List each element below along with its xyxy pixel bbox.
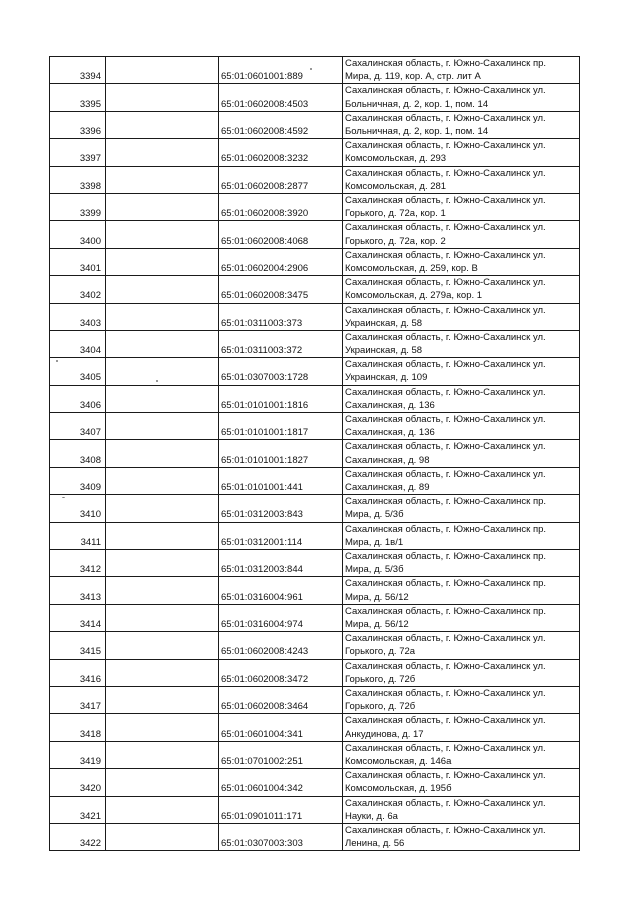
address-line: Сахалинская область, г. Южно-Сахалинск пр. xyxy=(345,605,547,617)
row-number-cell: 3405 xyxy=(50,358,106,385)
address-cell xyxy=(343,796,580,823)
row-number-cell: 3394 xyxy=(50,57,106,84)
empty-cell xyxy=(106,550,219,577)
address-cell xyxy=(343,714,580,741)
row-number-cell: 3419 xyxy=(50,741,106,768)
row-number-cell: 3401 xyxy=(50,248,106,275)
table-row xyxy=(50,139,580,166)
cadastral-number-cell: 65:01:0101001:441 xyxy=(219,467,343,494)
address-line: Сахалинская область, г. Южно-Сахалинск пр. xyxy=(345,523,547,535)
address-cell xyxy=(343,57,580,84)
row-number-cell: 3403 xyxy=(50,303,106,330)
empty-cell xyxy=(106,741,219,768)
table-row xyxy=(50,632,580,659)
empty-cell xyxy=(106,358,219,385)
address-line: Сахалинская область, г. Южно-Сахалинск пр. xyxy=(345,496,547,508)
table-row xyxy=(50,522,580,549)
address-line: Сахалинская область, г. Южно-Сахалинск ул. xyxy=(345,468,546,480)
cadastral-number-cell: 65:01:0312003:843 xyxy=(219,495,343,522)
address-line: Сахалинская область, г. Южно-Сахалинск ул. xyxy=(345,824,546,836)
address-cell xyxy=(343,385,580,412)
address-line: Мира, д. 56/12 xyxy=(345,619,409,630)
address-line: Сахалинская область, г. Южно-Сахалинск ул. xyxy=(345,167,546,179)
address-line: Сахалинская область, г. Южно-Сахалинск ул. xyxy=(345,770,546,782)
empty-cell xyxy=(106,522,219,549)
cadastral-number-cell: 65:01:0602004:2906 xyxy=(219,248,343,275)
table-row xyxy=(50,111,580,138)
address-line: Мира, д. 56/12 xyxy=(345,591,409,603)
table-row xyxy=(50,385,580,412)
address-line: Комсомольская, д. 279а, кор. 1 xyxy=(345,290,483,302)
address-cell xyxy=(343,111,580,138)
cadastral-number-cell: 65:01:0601001:889 xyxy=(219,57,343,84)
row-number-cell: 3416 xyxy=(50,659,106,686)
table-row xyxy=(50,686,580,713)
table-row xyxy=(50,823,580,850)
scan-speck xyxy=(310,68,312,70)
address-line: Сахалинская область, г. Южно-Сахалинск ул. xyxy=(345,249,546,261)
scan-speck xyxy=(56,360,58,362)
address-cell xyxy=(343,221,580,248)
address-cell xyxy=(343,741,580,768)
row-number-cell: 3421 xyxy=(50,796,106,823)
empty-cell xyxy=(106,413,219,440)
row-number-cell: 3417 xyxy=(50,686,106,713)
cadastral-number-cell: 65:01:0101001:1817 xyxy=(219,413,343,440)
empty-cell xyxy=(106,166,219,193)
row-number-cell: 3415 xyxy=(50,632,106,659)
address-line: Сахалинская область, г. Южно-Сахалинск ул. xyxy=(345,194,546,206)
row-number-cell: 3397 xyxy=(50,139,106,166)
row-number-cell: 3410 xyxy=(50,495,106,522)
cadastral-number-cell: 65:01:0312001:114 xyxy=(219,522,343,549)
address-line: Комсомольская, д. 293 xyxy=(345,153,447,165)
empty-cell xyxy=(106,303,219,330)
address-cell xyxy=(343,659,580,686)
address-cell xyxy=(343,413,580,440)
address-line: Сахалинская область, г. Южно-Сахалинск ул. xyxy=(345,331,546,343)
address-line: Украинская, д. 58 xyxy=(345,317,423,329)
address-line: Горького, д. 72б xyxy=(345,673,416,685)
cadastral-number-cell: 65:01:0101001:1827 xyxy=(219,440,343,467)
empty-cell xyxy=(106,659,219,686)
row-number-cell: 3399 xyxy=(50,193,106,220)
address-line: Сахалинская область, г. Южно-Сахалинск ул. xyxy=(345,277,546,289)
address-line: Сахалинская область, г. Южно-Сахалинск ул. xyxy=(345,441,546,453)
table-row xyxy=(50,166,580,193)
address-line: Сахалинская, д. 136 xyxy=(345,399,435,411)
cadastral-number-cell: 65:01:0316004:961 xyxy=(219,577,343,604)
row-number-cell: 3404 xyxy=(50,330,106,357)
row-number-cell: 3400 xyxy=(50,221,106,248)
address-line: Больничная, д. 2, кор. 1, пом. 14 xyxy=(345,125,489,137)
address-cell xyxy=(343,823,580,850)
row-number-cell: 3418 xyxy=(50,714,106,741)
table-row xyxy=(50,550,580,577)
address-line: Сахалинская область, г. Южно-Сахалинск ул. xyxy=(345,222,546,234)
address-cell xyxy=(343,276,580,303)
address-line: Мира, д. 5/3б xyxy=(345,509,404,521)
address-line: Сахалинская область, г. Южно-Сахалинск ул. xyxy=(345,660,546,672)
address-line: Сахалинская область, г. Южно-Сахалинск ул. xyxy=(345,742,546,754)
empty-cell xyxy=(106,111,219,138)
address-line: Сахалинская область, г. Южно-Сахалинск ул. xyxy=(345,140,546,152)
row-number-cell: 3406 xyxy=(50,385,106,412)
table-row xyxy=(50,769,580,796)
address-cell xyxy=(343,193,580,220)
empty-cell xyxy=(106,714,219,741)
empty-cell xyxy=(106,604,219,631)
address-line: Сахалинская область, г. Южно-Сахалинск ул. xyxy=(345,414,546,426)
empty-cell xyxy=(106,495,219,522)
address-line: Сахалинская область, г. Южно-Сахалинск ул. xyxy=(345,715,546,727)
address-cell xyxy=(343,248,580,275)
address-cell xyxy=(343,522,580,549)
cadastral-number-cell: 65:01:0601004:341 xyxy=(219,714,343,741)
address-line: Сахалинская область, г. Южно-Сахалинск пр. xyxy=(345,551,547,563)
table-row xyxy=(50,358,580,385)
empty-cell xyxy=(106,632,219,659)
cadastral-number-cell: 65:01:0311003:373 xyxy=(219,303,343,330)
table-row xyxy=(50,604,580,631)
address-line: Сахалинская область, г. Южно-Сахалинск ул. xyxy=(345,687,546,699)
address-line: Комсомольская, д. 195б xyxy=(345,783,452,795)
address-cell xyxy=(343,495,580,522)
address-cell xyxy=(343,440,580,467)
table-row xyxy=(50,193,580,220)
address-line: Сахалинская, д. 136 xyxy=(345,427,435,439)
address-cell xyxy=(343,577,580,604)
cadastral-number-cell: 65:01:0602008:3475 xyxy=(219,276,343,303)
row-number-cell: 3412 xyxy=(50,550,106,577)
table-row xyxy=(50,330,580,357)
empty-cell xyxy=(106,57,219,84)
address-line: Сахалинская, д. 98 xyxy=(345,454,430,466)
cadastral-number-cell: 65:01:0602008:4243 xyxy=(219,632,343,659)
cadastral-number-cell: 65:01:0316004:974 xyxy=(219,604,343,631)
address-cell xyxy=(343,769,580,796)
empty-cell xyxy=(106,686,219,713)
empty-cell xyxy=(106,248,219,275)
address-cell xyxy=(343,84,580,111)
row-number-cell: 3395 xyxy=(50,84,106,111)
register-table-body xyxy=(50,57,580,851)
cadastral-number-cell: 65:01:0101001:1816 xyxy=(219,385,343,412)
empty-cell xyxy=(106,440,219,467)
table-row xyxy=(50,659,580,686)
address-cell xyxy=(343,632,580,659)
cadastral-number-cell: 65:01:0307003:1728 xyxy=(219,358,343,385)
address-line: Сахалинская область, г. Южно-Сахалинск ул. xyxy=(345,359,546,371)
table-row xyxy=(50,796,580,823)
address-line: Украинская, д. 109 xyxy=(345,372,428,384)
address-line: Украинская, д. 58 xyxy=(345,345,423,357)
address-line: Анкудинова, д. 17 xyxy=(345,728,424,740)
empty-cell xyxy=(106,193,219,220)
row-number-cell: 3411 xyxy=(50,522,106,549)
address-line: Сахалинская область, г. Южно-Сахалинск ул. xyxy=(345,85,546,97)
row-number-cell: 3413 xyxy=(50,577,106,604)
address-line: Сахалинская область, г. Южно-Сахалинск ул. xyxy=(345,112,546,124)
empty-cell xyxy=(106,84,219,111)
table-row xyxy=(50,577,580,604)
scan-speck xyxy=(62,497,65,498)
document-page xyxy=(49,56,579,851)
address-line: Мира, д. 1в/1 xyxy=(345,536,404,548)
cadastral-number-cell: 65:01:0701002:251 xyxy=(219,741,343,768)
cadastral-number-cell: 65:01:0602008:4503 xyxy=(219,84,343,111)
cadastral-number-cell: 65:01:0602008:3920 xyxy=(219,193,343,220)
address-cell xyxy=(343,467,580,494)
table-row xyxy=(50,57,580,84)
table-row xyxy=(50,248,580,275)
address-line: Сахалинская, д. 89 xyxy=(345,482,430,494)
table-row xyxy=(50,84,580,111)
empty-cell xyxy=(106,796,219,823)
empty-cell xyxy=(106,385,219,412)
cadastral-number-cell: 65:01:0602008:3472 xyxy=(219,659,343,686)
address-cell xyxy=(343,686,580,713)
address-cell xyxy=(343,166,580,193)
empty-cell xyxy=(106,139,219,166)
address-cell xyxy=(343,604,580,631)
address-line: Сахалинская область, г. Южно-Сахалинск пр. xyxy=(345,58,547,69)
address-line: Комсомольская, д. 259, кор. В xyxy=(345,262,478,274)
address-line: Горького, д. 72а, кор. 1 xyxy=(345,208,446,220)
address-cell xyxy=(343,358,580,385)
table-row xyxy=(50,741,580,768)
row-number-cell: 3409 xyxy=(50,467,106,494)
address-line: Науки, д. 6а xyxy=(345,810,398,822)
table-row xyxy=(50,276,580,303)
address-line: Сахалинская область, г. Южно-Сахалинск ул. xyxy=(345,633,546,645)
address-line: Сахалинская область, г. Южно-Сахалинск ул. xyxy=(345,304,546,316)
row-number-cell: 3408 xyxy=(50,440,106,467)
address-line: Горького, д. 72б xyxy=(345,701,416,713)
table-row xyxy=(50,440,580,467)
address-line: Горького, д. 72а, кор. 2 xyxy=(345,235,446,247)
table-row xyxy=(50,495,580,522)
address-line: Больничная, д. 2, кор. 1, пом. 14 xyxy=(345,98,489,110)
cadastral-number-cell: 65:01:0602008:2877 xyxy=(219,166,343,193)
register-table xyxy=(49,56,580,851)
empty-cell xyxy=(106,221,219,248)
address-line: Ленина, д. 56 xyxy=(345,838,405,850)
empty-cell xyxy=(106,577,219,604)
empty-cell xyxy=(106,467,219,494)
address-line: Сахалинская область, г. Южно-Сахалинск ул. xyxy=(345,386,546,398)
empty-cell xyxy=(106,330,219,357)
cadastral-number-cell: 65:01:0901011:171 xyxy=(219,796,343,823)
cadastral-number-cell: 65:01:0602008:3232 xyxy=(219,139,343,166)
cadastral-number-cell: 65:01:0601004:342 xyxy=(219,769,343,796)
cadastral-number-cell: 65:01:0311003:372 xyxy=(219,330,343,357)
row-number-cell: 3422 xyxy=(50,823,106,850)
table-row xyxy=(50,413,580,440)
address-line: Мира, д. 5/3б xyxy=(345,564,404,576)
empty-cell xyxy=(106,769,219,796)
empty-cell xyxy=(106,276,219,303)
table-row xyxy=(50,714,580,741)
address-line: Горького, д. 72а xyxy=(345,646,416,658)
address-line: Комсомольская, д. 281 xyxy=(345,180,447,192)
row-number-cell: 3396 xyxy=(50,111,106,138)
address-line: Сахалинская область, г. Южно-Сахалинск ул. xyxy=(345,797,546,809)
address-line: Сахалинская область, г. Южно-Сахалинск пр. xyxy=(345,578,547,590)
empty-cell xyxy=(106,823,219,850)
cadastral-number-cell: 65:01:0602008:4592 xyxy=(219,111,343,138)
cadastral-number-cell: 65:01:0312003:844 xyxy=(219,550,343,577)
row-number-cell: 3402 xyxy=(50,276,106,303)
address-cell xyxy=(343,303,580,330)
address-line: Мира, д. 119, кор. А, стр. лит А xyxy=(345,71,481,83)
table-row xyxy=(50,467,580,494)
row-number-cell: 3407 xyxy=(50,413,106,440)
cadastral-number-cell: 65:01:0602008:4068 xyxy=(219,221,343,248)
cadastral-number-cell: 65:01:0307003:303 xyxy=(219,823,343,850)
table-row xyxy=(50,221,580,248)
row-number-cell: 3414 xyxy=(50,604,106,631)
address-line: Комсомольская, д. 146а xyxy=(345,755,452,767)
address-cell xyxy=(343,139,580,166)
row-number-cell: 3420 xyxy=(50,769,106,796)
row-number-cell: 3398 xyxy=(50,166,106,193)
address-cell xyxy=(343,330,580,357)
cadastral-number-cell: 65:01:0602008:3464 xyxy=(219,686,343,713)
table-row xyxy=(50,303,580,330)
address-cell xyxy=(343,550,580,577)
scan-speck xyxy=(156,380,158,382)
